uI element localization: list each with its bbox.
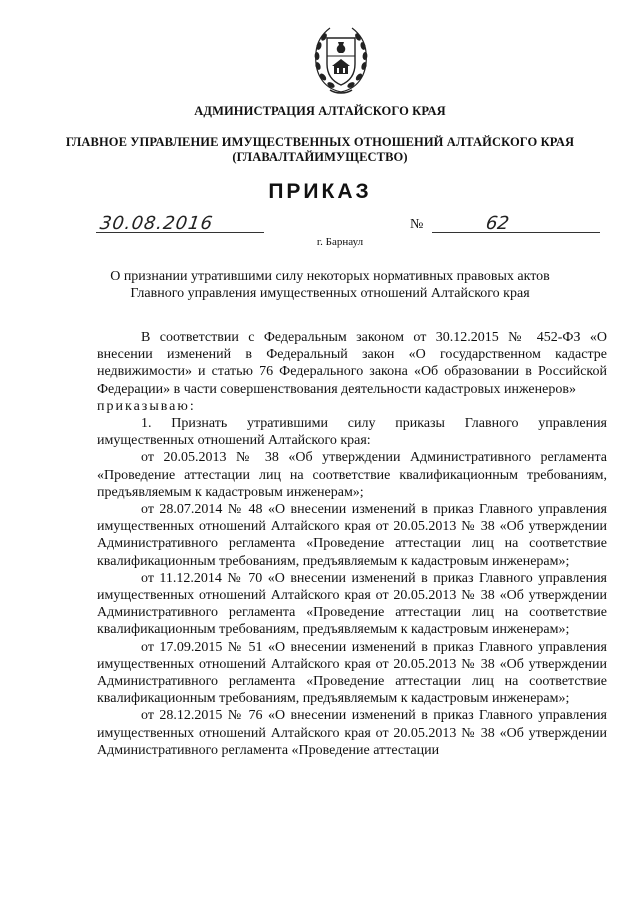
repealed-act-item: от 17.09.2015 № 51 «О внесении изменений в приказ Главного управления имущественных отношений Алтайского края от 20.05.2013 № 38 «Об утверждении Административного регламента «Проведение аттестации лиц на соответствие квалификационным требованиям, предъявляемым к кадастровым инженерам»;	[97, 639, 607, 707]
item-1-paragraph: 1. Признать утратившими силу приказы Главного управления имущественных отношений Алтайского края:	[97, 416, 607, 449]
administration-name: АДМИНИСТРАЦИЯ АЛТАЙСКОГО КРАЯ	[194, 104, 446, 118]
department-name: ГЛАВНОЕ УПРАВЛЕНИЕ ИМУЩЕСТВЕННЫХ ОТНОШЕНИЙ АЛТАЙСКОГО КРАЯ	[65, 135, 575, 149]
subject-line-2: Главного управления имущественных отношений Алтайского края	[130, 286, 530, 301]
repealed-act-item: от 28.07.2014 № 48 «О внесении изменений в приказ Главного управления имущественных отношений Алтайского края от 20.05.2013 № 38 «Об утверждении Административного регламента «Проведение аттестации лиц на соответствие квалификационным требованиям, предъявляемым к кадастровым инженерам»;	[97, 502, 607, 569]
number-sign: №	[410, 217, 424, 232]
preamble-paragraph: В соответствии с Федеральным законом от 30.12.2015 № 452-ФЗ «О внесении изменений в Федеральный закон «О государственном кадастре недвижимости» и статью 76 Федерального закона «Об образовании в Российской Федерации» в части совершенствования деятельности кадастровых инженеров»	[97, 330, 607, 397]
department-short-name: (ГЛАВАЛТАЙИМУЩЕСТВО)	[232, 150, 408, 164]
repealed-act-item: от 11.12.2014 № 70 «О внесении изменений в приказ Главного управления имущественных отношений Алтайского края от 20.05.2013 № 38 «Об утверждении Административного регламента «Проведение аттестации лиц на соответствие квалификационным требованиям, предъявляемым к кадастровым инженерам»;	[97, 570, 607, 638]
repealed-act-item: от 28.12.2015 № 76 «О внесении изменений в приказ Главного управления имущественных отношений Алтайского края от 20.05.2013 № 38 «Об утверждении Административного регламента «Проведение аттестации	[97, 708, 607, 758]
order-subject	[60, 268, 600, 302]
document-title: ПРИКАЗ	[268, 180, 372, 203]
repealed-act-item: от 20.05.2013 № 38 «Об утверждении Административного регламента «Проведение аттестации лиц на соответствие квалификационным требованиям, предъявляемым к кадастровым инженерам»;	[97, 450, 607, 500]
city-name: г. Барнаул	[316, 236, 364, 248]
order-word: приказываю:	[97, 398, 196, 414]
date-underline	[96, 232, 264, 233]
order-date: 30.08.2016	[98, 213, 215, 234]
order-number: 62	[484, 213, 511, 234]
order-body	[97, 329, 607, 759]
number-underline	[432, 232, 600, 233]
coat-of-arms-icon	[310, 22, 372, 96]
subject-line-1: О признании утратившими силу некоторых нормативных правовых актов	[110, 269, 550, 284]
